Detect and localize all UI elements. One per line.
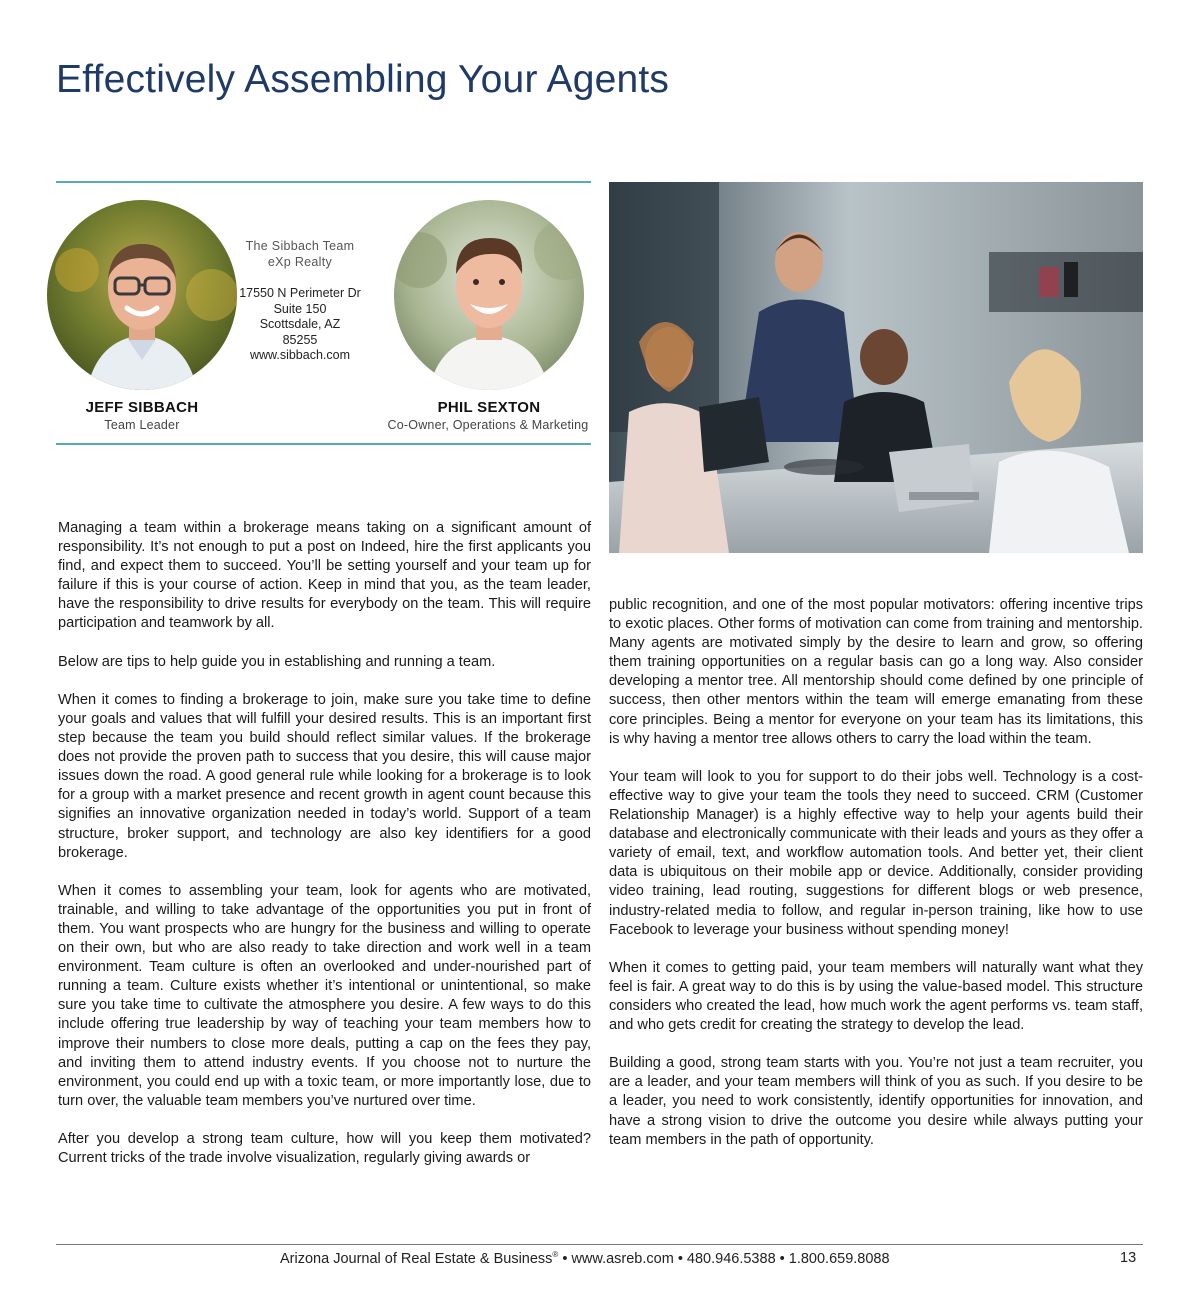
article-body-left-column [58, 519, 591, 1168]
paragraph: Building a good, strong team starts with you. You’re not just a team recruiter, you are a leader, and your team members will think of you as such. If you desire to be a leader, you need to work consistently, identify opportunities for innovation, and have a strong vision to drive the outcome you desire while always putting your team members in the path of opportunity. [609, 1055, 1143, 1148]
person-name-jeff: JEFF SIBBACH [85, 399, 199, 416]
office-meeting-photo [609, 182, 1143, 553]
paragraph: Below are tips to help guide you in establishing and running a team. [58, 653, 496, 670]
paragraph: When it comes to assembling your team, look for agents who are motivated, trainable, and willing to take advantage of the opportunities you put in front of them. You want prospects who are hungry for the business and willing to operate on their own, but who are also ready to take direction and work well in a team environment. Team culture is often an overlooked and under-nourished part of running a team. Culture exists whether it’s intentional or unintentional, so make sure you take time to cultivate the atmosphere you desire. A few ways to do this include offering true leadership by way of teaching your team members how to improve their numbers to close more deals, putting a cap on the fees they pay, and inviting them to attend industry events. If you choose not to nurture the environment, you could end up with a toxic team, or more importantly lose, due to turn over, the valuable team members you’ve nurtured over time. [58, 882, 591, 1109]
address-line: Suite 150 [273, 301, 327, 316]
address-line: 85255 [282, 332, 318, 347]
paragraph: Your team will look to you for support to do their jobs well. Technology is a cost-effective way to give your team the tools they need to succeed. CRM (Customer Relationship Manager) is a highly effective way to help your agents build their database and electronically communicate with their leads and yours as they offer a variety of email, text, and workflow automation tools. And better yet, their client data is ubiquitous on their mobile app or device. Additionally, consider providing video training, lead routing, suggestions for different blogs or web presence, industry-related media to follow, and regular in-person training, like how to use Facebook to leverage your business without spending money! [609, 768, 1143, 938]
team-name: The Sibbach Team [245, 239, 355, 253]
team-card-bottom-rule [56, 443, 591, 445]
team-contact-block [230, 239, 370, 364]
paragraph: When it comes to finding a brokerage to join, make sure you take time to define your goals and values that will fulfill your desired results. This is an important first step because the team you build should reflect similar values. If the brokerage does not provide the proven path to success that you desire, this will cause major issues down the road. A good general rule while looking for a brokerage is to look for a group with a market presence and recent growth in agent count because this signifies an innovative organization needed in today’s world. Support of a team structure, broker support, and technology are also key identifiers for a good brokerage. [58, 691, 591, 861]
paragraph: After you develop a strong team culture, how will you keep them motivated? Current tricks of the trade involve visualization, regularly giving awards or [58, 1131, 591, 1167]
footer-rule [56, 1244, 1143, 1245]
jeff-sibbach-portrait [47, 200, 237, 390]
registered-mark: ® [552, 1250, 559, 1259]
team-card-top-rule [56, 181, 591, 183]
person-role-jeff: Team Leader [104, 418, 180, 432]
brokerage-name: eXp Realty [267, 254, 333, 269]
footer-contact: • www.asreb.com • 480.946.5388 • 1.800.659.8088 [558, 1250, 890, 1267]
paragraph: public recognition, and one of the most popular motivators: offering incentive trips to exotic places. Other forms of motivation can come from training and mentorship. Many agents are motivated simply by the desire to learn and grow, so offering them training opportunities on a regular basis can go a long way. Also consider developing a mentor tree. All mentorship should come defined by one principle of success, then other mentors within the team will emerge emanating from these core principles. Being a mentor for everyone on your team has its limitations, this is why having a mentor tree allows others to carry the load within the team. [609, 597, 1143, 747]
paragraph: When it comes to getting paid, your team members will naturally want what they feel is fair. A great way to do this is by using the value-based model. This structure considers who created the lead, how much work the agent performs vs. team staff, and who gets credit for creating the strategy to develop the lead. [609, 959, 1143, 1034]
phil-sexton-portrait [394, 200, 584, 390]
article-body-right-column [609, 596, 1143, 1150]
page-footer [280, 1250, 890, 1267]
page-number: 13 [1120, 1250, 1137, 1266]
publication-name: Arizona Journal of Real Estate & Business [280, 1250, 553, 1267]
article-title: Effectively Assembling Your Agents [56, 58, 670, 101]
team-website: www.sibbach.com [249, 348, 351, 362]
person-name-phil: PHIL SEXTON [437, 399, 541, 416]
paragraph: Managing a team within a brokerage means taking on a significant amount of responsibility. It’s not enough to put a post on Indeed, hire the first applicants you find, and expect them to succeed. You’ll be setting yourself and your team up for failure if this is your course of action. Keep in mind that you, as the team leader, have the responsibility to drive results for everybody on the team. This will require participation and teamwork by all. [58, 520, 591, 632]
address-line: Scottsdale, AZ [259, 317, 341, 331]
address-line: 17550 N Perimeter Dr [239, 286, 361, 300]
person-role-phil: Co-Owner, Operations & Marketing [387, 418, 589, 432]
